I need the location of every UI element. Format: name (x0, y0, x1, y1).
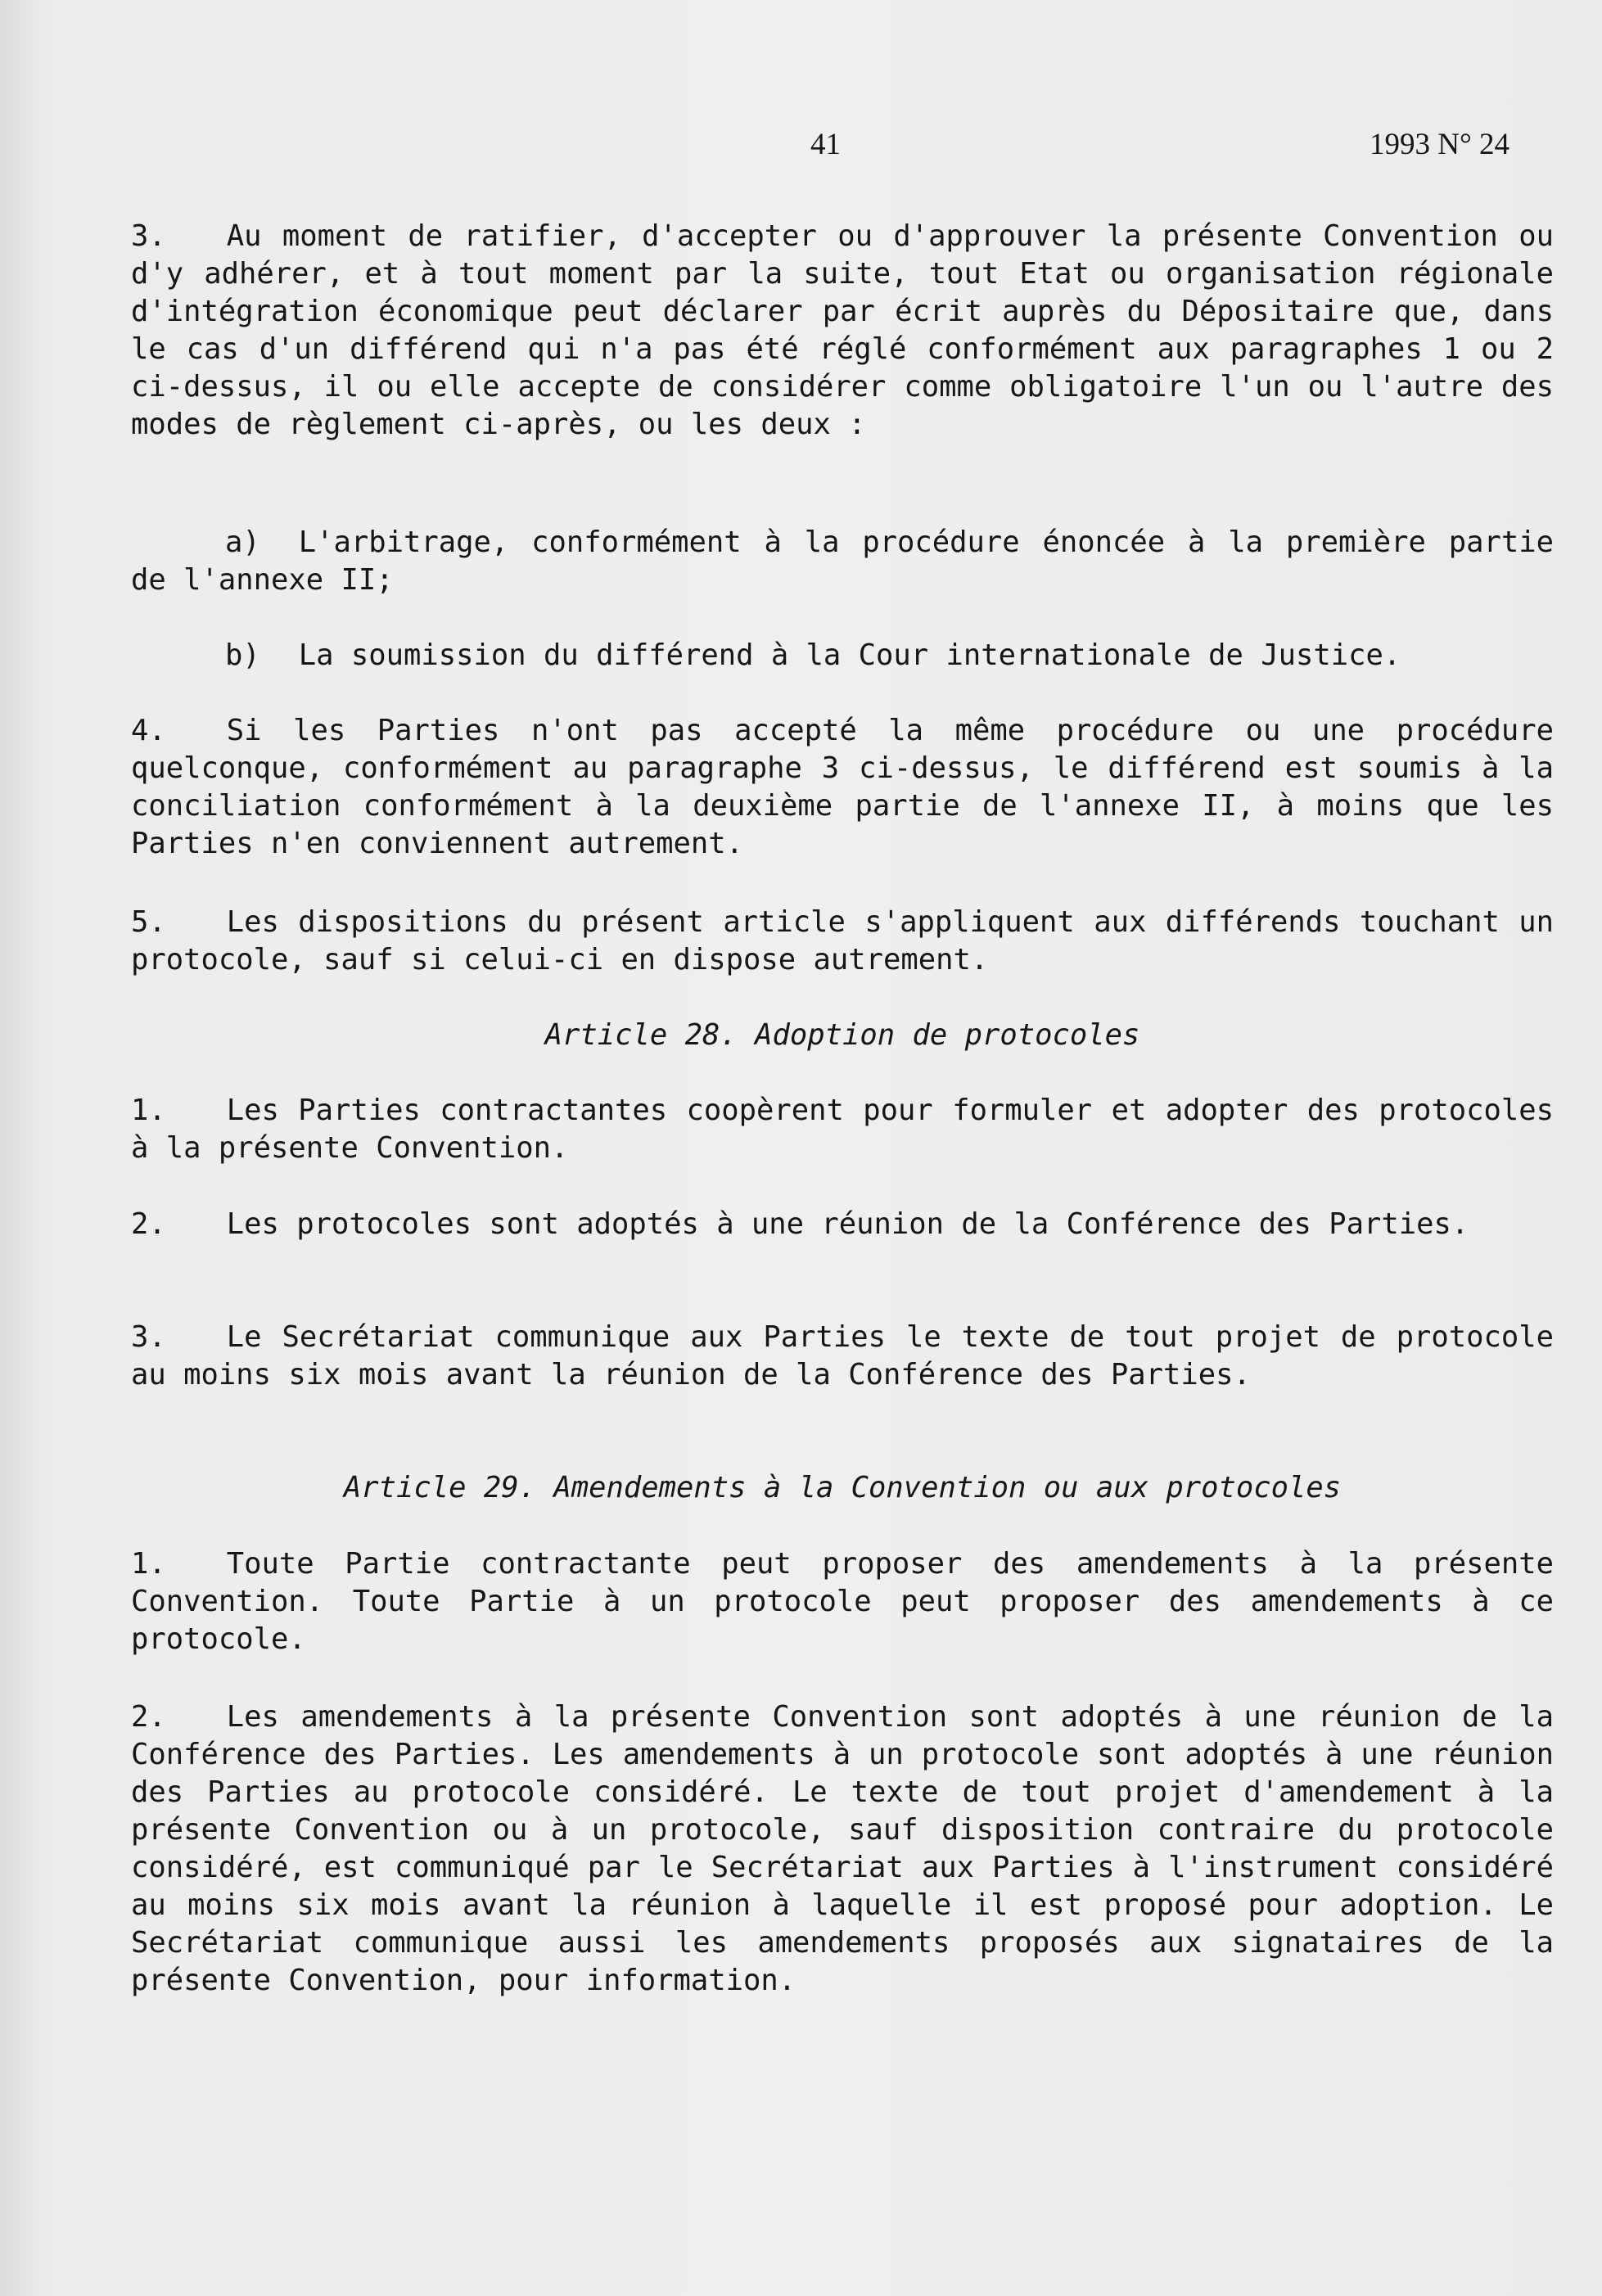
article-29-paragraph-1 (131, 1545, 1554, 1658)
article-29-paragraph-2 (131, 1698, 1554, 2000)
paragraph-text: Les dispositions du présent article s'appliquent aux différends touchant un protocole, sauf si celui-ci en dispose autrement. (131, 905, 1554, 977)
paragraph-number: 1. (131, 1094, 166, 1127)
paragraph-number: 2. (131, 1700, 166, 1734)
paragraph-text: Le Secrétariat communique aux Parties le texte de tout projet de protocole au moins six mois avant la réunion de la Conférence des Parties. (131, 1320, 1554, 1392)
article-28-paragraph-3 (131, 1319, 1554, 1394)
paragraph-4 (131, 712, 1554, 863)
paragraph-number: 1. (131, 1547, 166, 1581)
paragraph-text: Au moment de ratifier, d'accepter ou d'approuver la présente Convention ou d'y adhérer, et à tout moment par la suite, tout Etat ou organisation régionale d'intégration économique peut déclarer par écrit auprès du Dépositaire que, dans le cas d'un différend qui n'a pas été réglé conformément aux paragraphes 1 ou 2 ci-dessus, il ou elle accepte de considérer comme obligatoire l'un ou l'autre des modes de règlement ci-après, ou les deux : (131, 219, 1554, 441)
article-28-paragraph-1 (131, 1092, 1554, 1167)
article-28-heading: Article 28. Adoption de protocoles (544, 1018, 1140, 1052)
document-reference: 1993 N° 24 (1370, 128, 1510, 161)
paragraph-number: 3. (131, 1320, 166, 1354)
item-text: La soumission du différend à la Cour internationale de Justice. (298, 638, 1401, 672)
item-letter: a) (225, 526, 260, 559)
paragraph-3 (131, 218, 1554, 444)
item-text: L'arbitrage, conformément à la procédure énoncée à la première partie de l'annexe II; (131, 526, 1554, 597)
paragraph-3b (131, 637, 1554, 674)
paragraph-number: 3. (131, 219, 166, 253)
paragraph-5 (131, 904, 1554, 979)
paragraph-text: Toute Partie contractante peut proposer des amendements à la présente Convention. Toute Partie à un protocole peut proposer des amendements à ce protocole. (131, 1547, 1554, 1656)
article-29-heading: Article 29. Amendements à la Convention ou aux protocoles (343, 1471, 1342, 1504)
paragraph-text: Les amendements à la présente Convention sont adoptés à une réunion de la Conférence des Parties. Les amendements à un protocole sont adoptés à une réunion des Parties au protocole considéré. Le texte de tout projet d'amendement à la présente Convention ou à un protocole, sauf disposition contraire du protocole considéré, est communiqué par le Secrétariat aux Parties à l'instrument considéré au moins six mois avant la réunion à laquelle il est proposé pour adoption. Le Secrétariat communique aussi les amendements proposés aux signataires de la présente Convention, pour information. (131, 1700, 1554, 1997)
paragraph-number: 4. (131, 714, 166, 747)
page-number: 41 (810, 128, 841, 161)
article-28-paragraph-2 (131, 1206, 1554, 1243)
paragraph-text: Les Parties contractantes coopèrent pour formuler et adopter des protocoles à la présente Convention. (131, 1094, 1554, 1165)
item-letter: b) (225, 638, 260, 672)
paragraph-text: Si les Parties n'ont pas accepté la même procédure ou une procédure quelconque, conformément au paragraphe 3 ci-dessus, le différend est soumis à la conciliation conformément à la deuxième partie de l'annexe II, à moins que les Parties n'en conviennent autrement. (131, 714, 1554, 860)
paragraph-number: 2. (131, 1207, 166, 1241)
paragraph-text: Les protocoles sont adoptés à une réunion de la Conférence des Parties. (226, 1207, 1469, 1241)
paragraph-number: 5. (131, 905, 166, 939)
paragraph-3a (131, 524, 1554, 599)
